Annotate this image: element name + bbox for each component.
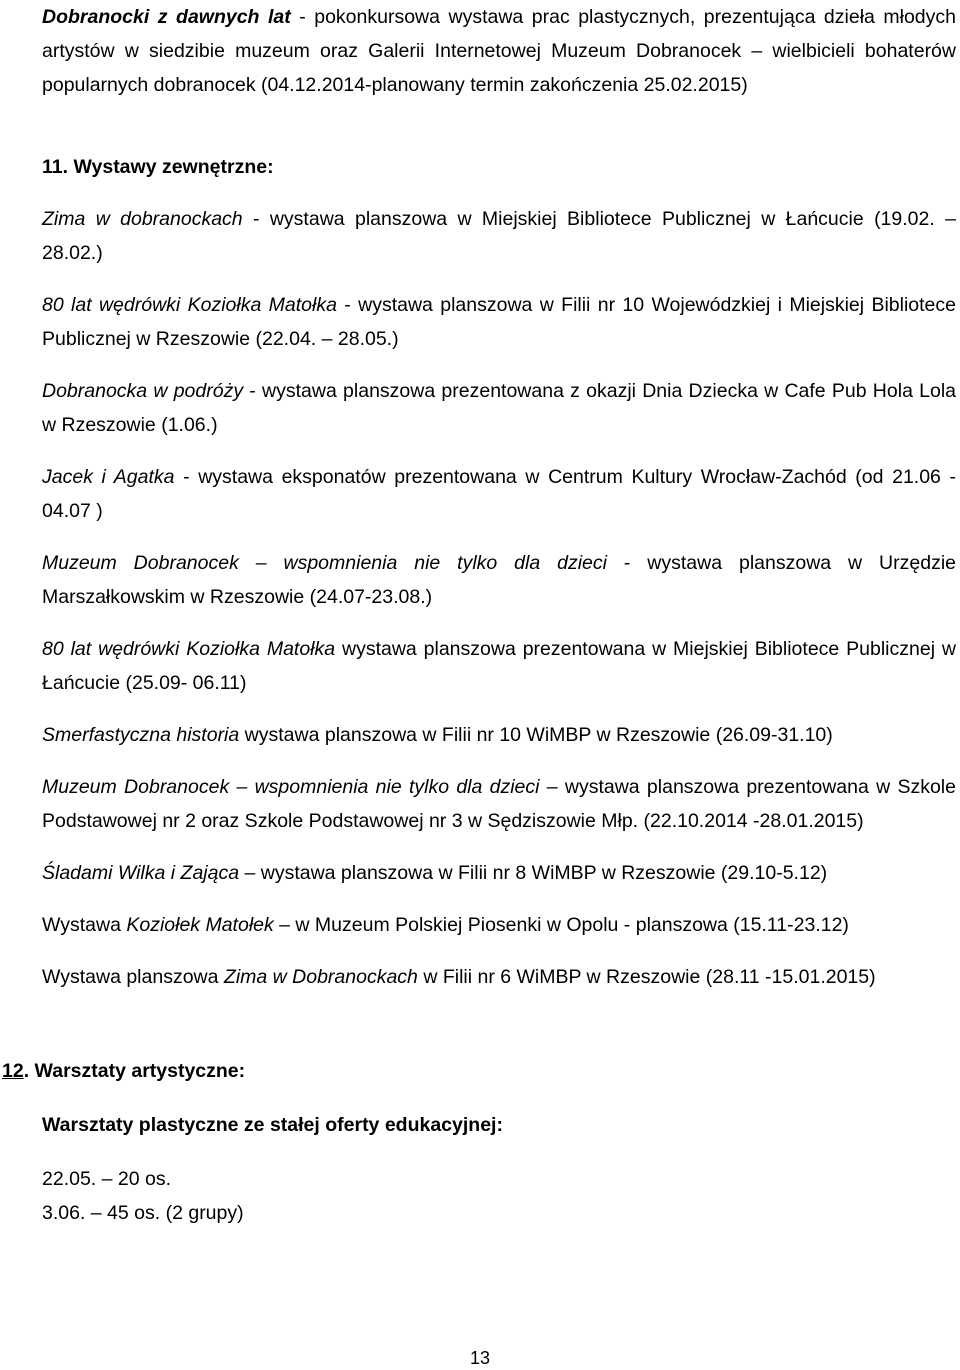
exhibition-title: Śladami Wilka i Zająca: [42, 862, 240, 884]
exhibition-details: - wystawa planszowa w Urzędzie Marszałkowskim w Rzeszowie (24.07-23.08.): [42, 552, 956, 608]
exhibition-item: [42, 632, 956, 700]
exhibition-title: Muzeum Dobranocek – wspomnienia nie tylko dla dzieci: [42, 776, 540, 798]
workshop-entry: 22.05. – 20 os.: [42, 1167, 172, 1190]
exhibition-details: – w Muzeum Polskiej Piosenki w Opolu - planszowa (15.11-23.12): [273, 914, 849, 936]
intro-title: Dobranocki z dawnych lat: [42, 6, 291, 28]
exhibition-item: [42, 288, 956, 356]
exhibition-details: – wystawa planszowa w Filii nr 8 WiMBP w Rzeszowie (29.10-5.12): [239, 862, 828, 884]
exhibition-item: [42, 374, 956, 442]
workshop-entry: 3.06. – 45 os. (2 grupy): [42, 1201, 244, 1224]
exhibition-title: 80 lat wędrówki Koziołka Matołka: [42, 294, 337, 316]
exhibition-details: - wystawa planszowa prezentowana z okazji Dnia Dziecka w Cafe Pub Hola Lola w Rzeszowie (1.06.): [42, 380, 957, 436]
exhibition-prefix: Wystawa planszowa: [42, 966, 224, 988]
intro-text: - pokonkursowa wystawa prac plastycznych, prezentująca dzieła młodych artystów w siedzibie muzeum oraz Galerii Internetowej Muzeum Dobranocek – wielbicieli bohaterów popularnych dobranocek (04.12.2014-planowany termin zakończenia 25.02.2015): [42, 6, 956, 96]
exhibition-list: [42, 202, 956, 994]
section-12-heading: [2, 1054, 956, 1088]
exhibition-details: wystawa planszowa prezentowana w Miejskiej Bibliotece Publicznej w Łańcucie (25.09- 06.11): [42, 638, 956, 694]
exhibition-details: w Filii nr 6 WiMBP w Rzeszowie (28.11 -15.01.2015): [417, 966, 876, 988]
exhibition-details: - wystawa planszowa w Miejskiej Bibliotece Publicznej w Łańcucie (19.02. – 28.02.): [42, 208, 956, 264]
exhibition-item: [42, 202, 956, 270]
page-number: 13: [469, 1348, 491, 1368]
exhibition-item: [42, 770, 956, 838]
intro-paragraph: [42, 0, 956, 102]
exhibition-details: wystawa planszowa w Filii nr 10 WiMBP w Rzeszowie (26.09-31.10): [239, 724, 833, 746]
exhibition-title: 80 lat wędrówki Koziołka Matołka: [42, 638, 336, 660]
exhibition-title: Muzeum Dobranocek – wspomnienia nie tylko dla dzieci: [42, 552, 607, 574]
exhibition-title: Smerfastyczna historia: [42, 724, 240, 746]
section-12-number: 12: [2, 1060, 24, 1082]
exhibition-title: Zima w dobranockach: [42, 208, 243, 230]
section-12-title: . Warsztaty artystyczne:: [23, 1060, 246, 1082]
exhibition-item: [42, 960, 956, 994]
section-11-heading: 11. Wystawy zewnętrzne:: [42, 156, 274, 178]
exhibition-details: - wystawa eksponatów prezentowana w Centrum Kultury Wrocław-Zachód (od 21.06 - 04.07 ): [42, 466, 957, 522]
exhibition-item: [42, 718, 956, 752]
exhibition-title: Jacek i Agatka: [42, 466, 175, 488]
exhibition-prefix: Wystawa: [42, 914, 127, 936]
exhibition-item: [42, 908, 956, 942]
exhibition-title: Zima w Dobranockach: [223, 966, 418, 988]
exhibition-item: [42, 856, 956, 890]
exhibition-details: - wystawa planszowa w Filii nr 10 Wojewódzkiej i Miejskiej Bibliotece Publicznej w Rzeszowie (22.04. – 28.05.): [42, 294, 957, 350]
workshops-subheading: Warsztaty plastyczne ze stałej oferty edukacyjnej:: [42, 1114, 503, 1136]
exhibition-details: – wystawa planszowa prezentowana w Szkole Podstawowej nr 2 oraz Szkole Podstawowej nr 3 w Sędziszowie Młp. (22.10.2014 -28.01.2015): [42, 776, 956, 832]
exhibition-item: [42, 546, 956, 614]
exhibition-title: Dobranocka w podróży: [42, 380, 244, 402]
exhibition-item: [42, 460, 956, 528]
exhibition-title: Koziołek Matołek: [126, 914, 274, 936]
